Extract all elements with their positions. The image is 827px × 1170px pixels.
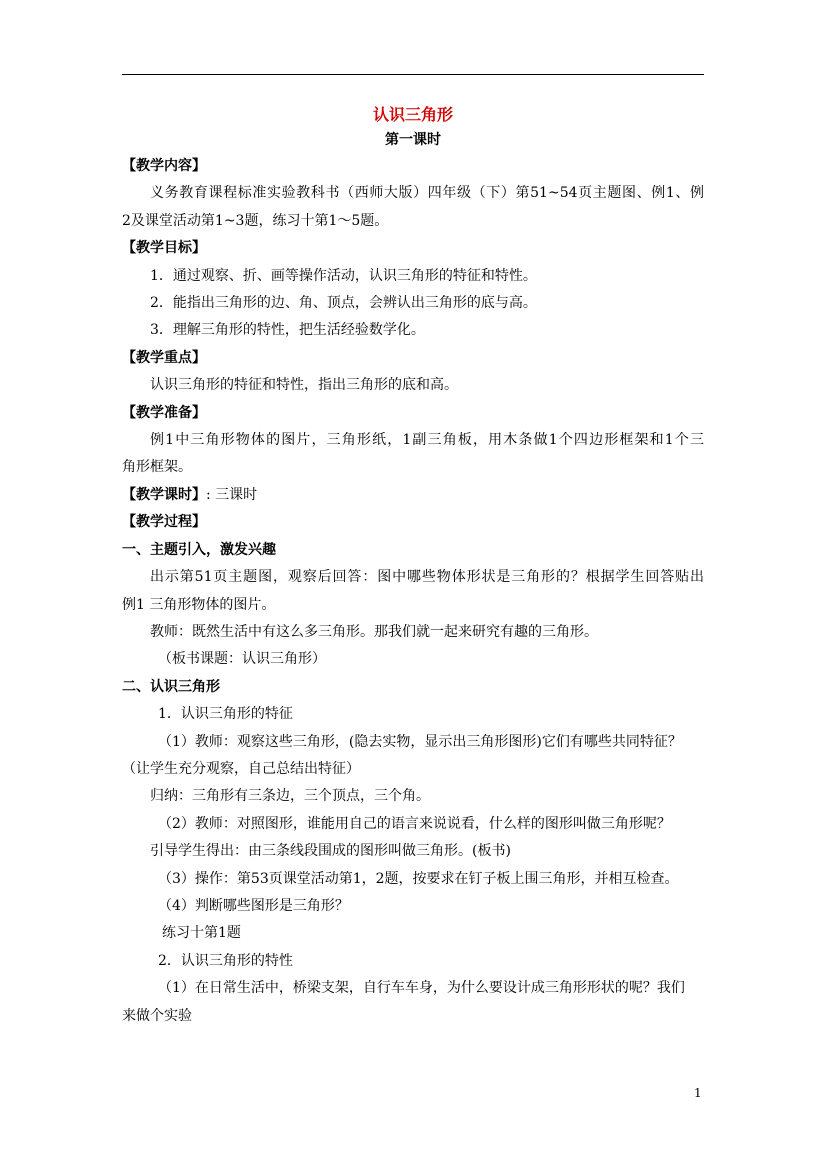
part-heading-2: 二、认识三角形 [122, 678, 220, 695]
paragraph-line: （1）在日常生活中，桥梁支架，自行车车身，为什么要设计成三角形形状的呢？我们 [158, 980, 685, 997]
list-item: 1．通过观察、折、画等操作活动，认识三角形的特征和特性。 [150, 267, 537, 284]
paragraph-line: 练习十第1题 [162, 925, 241, 942]
paragraph-line: （板书课题：认识三角形） [158, 651, 326, 668]
section-heading-prep: 【教学准备】 [122, 404, 206, 421]
list-item: 3．理解三角形的特性，把生活经验数学化。 [150, 322, 425, 339]
paragraph-line: （2）教师：对照图形，谁能用自己的语言来说说看，什么样的图形叫做三角形呢？ [158, 815, 671, 832]
paragraph-line: （4）判断哪些图形是三角形？ [158, 897, 349, 914]
paragraph-line: 出示第51页主题图，观察后回答：图中哪些物体形状是三角形的？根据学生回答贴出 [150, 569, 704, 586]
paragraph-line: 认识三角形的特征和特性，指出三角形的底和高。 [150, 377, 458, 394]
paragraph-line: 义务教育课程标准实验教科书（西师大版）四年级（下）第51~54页主题图、例1、例 [150, 185, 704, 202]
paragraph-line: 例1 三角形物体的图片。 [122, 596, 276, 613]
page-number: 1 [694, 1086, 702, 1100]
paragraph-line: （让学生充分观察，自己总结出特征） [122, 760, 360, 777]
hours-text: : 三课时 [206, 486, 258, 503]
paragraph-line: 教师：既然生活中有这么多三角形。那我们就一起来研究有趣的三角形。 [150, 623, 598, 640]
paragraph-line: 角形框架。 [122, 459, 192, 476]
paragraph-line: 例1中三角形物体的图片，三角形纸，1副三角板，用木条做1个四边形框架和1个三 [150, 432, 704, 449]
paragraph-line: （1）教师：观察这些三角形，(隐去实物，显示出三角形图形)它们有哪些共同特征？ [158, 733, 682, 750]
paragraph-line: 2．认识三角形的特性 [158, 952, 293, 969]
section-heading-process: 【教学过程】 [122, 514, 206, 531]
paragraph-line: 1．认识三角形的特征 [158, 706, 293, 723]
paragraph-line: 引导学生得出：由三条线段围成的图形叫做三角形。(板书) [150, 843, 511, 860]
list-item: 2．能指出三角形的边、角、顶点，会辨认出三角形的底与高。 [150, 295, 537, 312]
section-heading-content: 【教学内容】 [122, 158, 206, 174]
section-hours [122, 482, 704, 509]
paragraph-line: （3）操作：第53页课堂活动第1，2题，按要求在钉子板上围三角形，并相互检查。 [158, 870, 679, 887]
document-title: 认识三角形 [372, 105, 453, 124]
paragraph-line: 来做个实验 [122, 1007, 192, 1024]
header-rule [122, 74, 704, 75]
document-subtitle: 第一课时 [385, 132, 441, 148]
section-heading-key: 【教学重点】 [122, 349, 206, 366]
document-body [122, 104, 704, 1030]
part-heading-1: 一、主题引入，激发兴趣 [122, 541, 276, 558]
paragraph-line: 2及课堂活动第1~3题，练习十第1～5题。 [122, 212, 389, 229]
section-heading-hours: 【教学课时】 [122, 486, 206, 503]
paragraph-line: 归纳：三角形有三条边，三个顶点，三个角。 [150, 788, 430, 805]
section-heading-goals: 【教学目标】 [122, 240, 206, 257]
